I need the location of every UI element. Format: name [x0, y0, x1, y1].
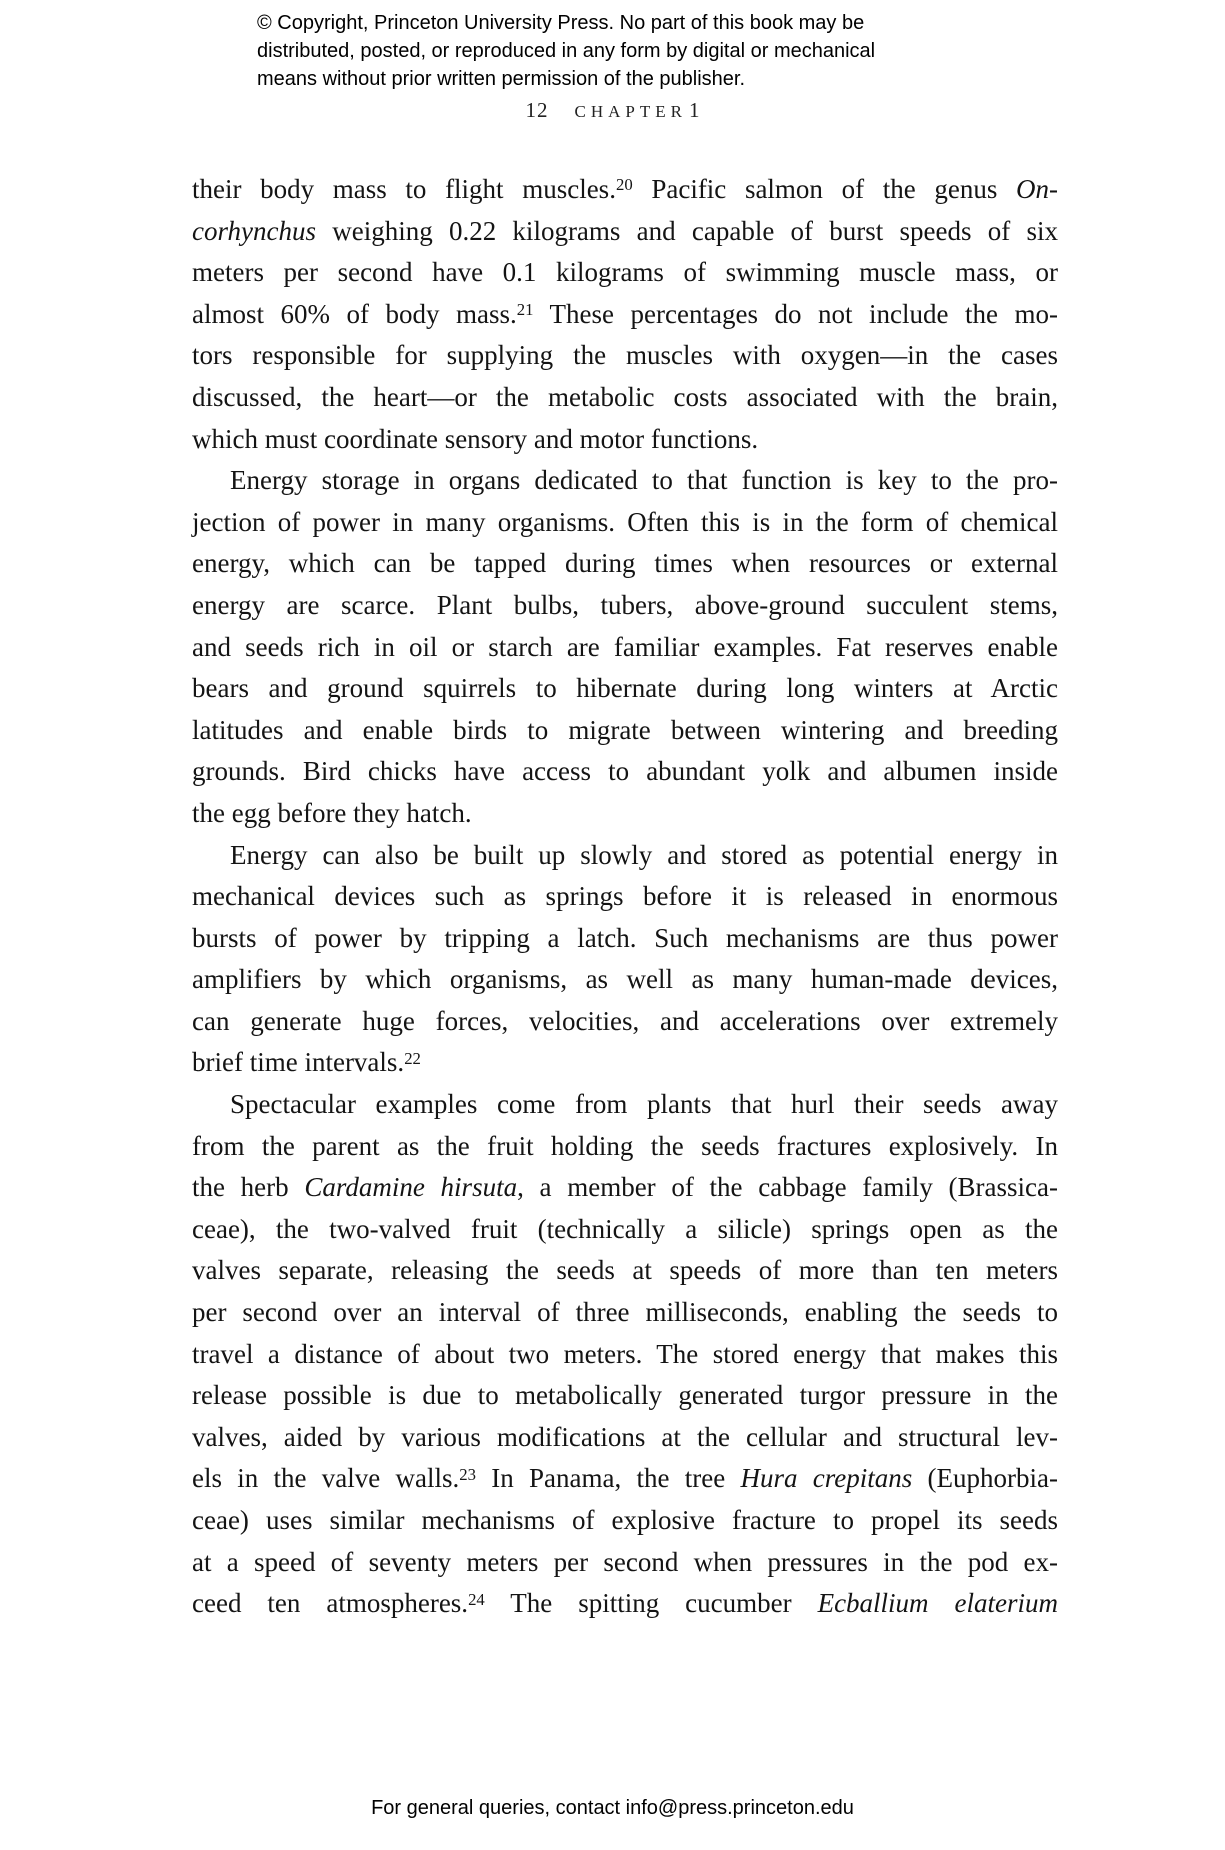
body-text	[192, 169, 1058, 1625]
text-line	[192, 335, 1058, 377]
text-line	[192, 1250, 1058, 1292]
text-segment: meters per second have 0.1 kilograms of swimming muscle mass, or	[192, 257, 1058, 288]
text-segment: discussed, the heart—or the metabolic costs associated with the brain,	[192, 381, 1058, 412]
text-segment: ceae) uses similar mechanisms of explosive fracture to propel its seeds	[192, 1505, 1058, 1535]
chapter-label: CHAPTER	[574, 102, 687, 121]
footnote-reference: 22	[404, 1048, 421, 1068]
text-segment: the herb	[192, 1172, 305, 1203]
text-line	[192, 918, 1058, 960]
italic-text: On-	[1016, 174, 1058, 204]
text-line	[192, 169, 1058, 211]
text-segment: travel a distance of about two meters. The stored energy that makes this	[192, 1338, 1058, 1369]
text-line	[192, 1042, 1058, 1084]
text-line	[192, 1417, 1058, 1459]
text-segment: release possible is due to metabolically generated turgor pressure in the	[192, 1380, 1058, 1411]
text-segment: the egg before they hatch.	[192, 797, 472, 828]
text-segment: Energy can also be built up slowly and stored as potential energy in	[230, 839, 1058, 870]
text-line	[192, 876, 1058, 918]
italic-text: Hura crepitans	[740, 1463, 913, 1494]
text-segment: energy, which can be tapped during times when resources or external	[192, 548, 1058, 579]
italic-text: corhynchus	[192, 215, 316, 246]
text-line	[192, 211, 1058, 253]
text-line	[192, 1334, 1058, 1376]
text-segment: In Panama, the tree	[476, 1463, 741, 1494]
footer-text: For general queries, contact info@press.princeton.edu	[371, 1797, 854, 1819]
footnote-reference: 24	[468, 1589, 485, 1609]
text-segment: brief time intervals.	[192, 1047, 405, 1078]
copyright-line: © Copyright, Princeton University Press. No part of this book may be	[257, 12, 865, 34]
text-segment: valves, aided by various modifications at the cellular and structural lev-	[192, 1421, 1058, 1452]
text-line	[192, 1375, 1058, 1417]
text-line	[192, 627, 1058, 669]
text-segment: from the parent as the fruit holding the seeds fractures explosively. In	[192, 1130, 1058, 1161]
footnote-reference: 21	[516, 300, 534, 320]
text-line	[192, 419, 1058, 461]
chapter-number: 1	[688, 98, 700, 122]
text-line	[192, 1292, 1058, 1334]
text-segment: valves separate, releasing the seeds at speeds of more than ten meters	[192, 1255, 1058, 1286]
text-line	[192, 751, 1058, 793]
text-segment: Spectacular examples come from plants that hurl their seeds away	[230, 1089, 1058, 1120]
text-segment: energy are scarce. Plant bulbs, tubers, above-ground succulent stems,	[192, 589, 1058, 620]
text-segment: (Euphorbia-	[912, 1463, 1058, 1494]
text-line	[192, 502, 1058, 544]
text-line	[192, 585, 1058, 627]
italic-text: Cardamine hirsuta	[304, 1172, 518, 1203]
text-segment: The spitting cucumber	[484, 1588, 818, 1619]
text-segment: their body mass to flight muscles.	[192, 174, 616, 204]
italic-text: Ecballium elaterium	[817, 1588, 1058, 1619]
text-segment: latitudes and enable birds to migrate between wintering and breeding	[192, 714, 1058, 745]
text-line	[192, 1458, 1058, 1500]
text-segment: els in the valve walls.	[192, 1463, 460, 1494]
copyright-line: distributed, posted, or reproduced in any form by digital or mechanical	[257, 40, 876, 62]
text-segment: , a member of the cabbage family (Brassica-	[517, 1172, 1058, 1203]
text-line	[192, 668, 1058, 710]
text-segment: grounds. Bird chicks have access to abundant yolk and albumen inside	[192, 756, 1058, 787]
page-header	[0, 98, 1225, 123]
text-line	[192, 1126, 1058, 1168]
text-segment: ceae), the two-valved fruit (technically a silicle) springs open as the	[192, 1213, 1058, 1244]
text-segment: These percentages do not include the mo-	[533, 298, 1058, 329]
text-line	[192, 252, 1058, 294]
text-line	[192, 1167, 1058, 1209]
text-segment: per second over an interval of three milliseconds, enabling the seeds to	[192, 1297, 1058, 1328]
footnote-reference: 20	[615, 175, 633, 195]
copyright-notice	[257, 9, 875, 93]
text-line	[192, 1542, 1058, 1584]
text-segment: Energy storage in organs dedicated to that function is key to the pro-	[230, 465, 1058, 496]
text-segment: Pacific salmon of the genus	[632, 174, 1016, 204]
text-segment: bears and ground squirrels to hibernate during long winters at Arctic	[192, 673, 1058, 704]
copyright-line: means without prior written permission of the publisher.	[257, 68, 746, 90]
text-segment: can generate huge forces, velocities, and accelerations over extremely	[192, 1005, 1058, 1036]
text-line	[192, 294, 1058, 336]
text-line	[192, 1583, 1058, 1625]
text-line	[192, 793, 1058, 835]
text-segment: mechanical devices such as springs before it is released in enormous	[192, 881, 1058, 912]
text-segment: which must coordinate sensory and motor functions.	[192, 423, 759, 454]
text-line	[192, 1001, 1058, 1043]
text-line	[192, 460, 1058, 502]
text-segment: weighing 0.22 kilograms and capable of burst speeds of six	[315, 215, 1058, 246]
text-segment: almost 60% of body mass.	[192, 298, 517, 329]
text-segment: amplifiers by which organisms, as well as many human-made devices,	[192, 964, 1058, 995]
text-segment: tors responsible for supplying the muscles with oxygen—in the cases	[192, 340, 1058, 371]
page-number: 12	[525, 98, 549, 122]
text-line	[192, 1084, 1058, 1126]
text-segment: ceed ten atmospheres.	[192, 1588, 469, 1619]
text-line	[192, 1500, 1058, 1542]
text-segment: and seeds rich in oil or starch are familiar examples. Fat reserves enable	[192, 631, 1058, 662]
footnote-reference: 23	[459, 1464, 476, 1484]
text-line	[192, 710, 1058, 752]
text-segment: at a speed of seventy meters per second when pressures in the pod ex-	[192, 1546, 1058, 1577]
text-line	[192, 835, 1058, 877]
text-line	[192, 543, 1058, 585]
text-segment: jection of power in many organisms. Often this is in the form of chemical	[192, 506, 1058, 537]
text-segment: bursts of power by tripping a latch. Such mechanisms are thus power	[192, 922, 1058, 953]
text-line	[192, 1209, 1058, 1251]
text-line	[192, 377, 1058, 419]
text-line	[192, 959, 1058, 1001]
